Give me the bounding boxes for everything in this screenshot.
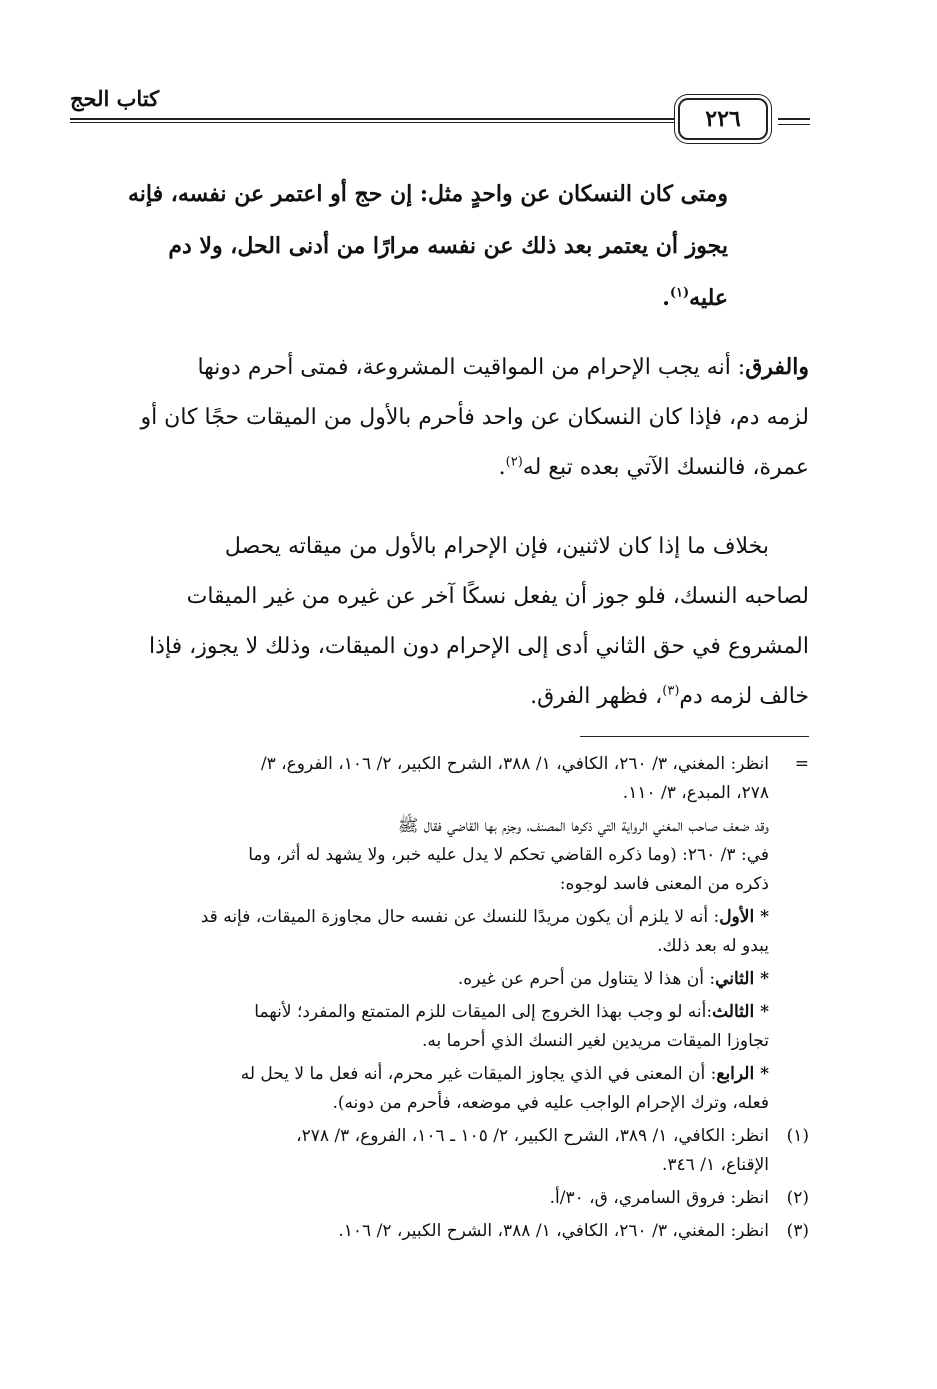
running-title: كتاب الحج: [70, 86, 160, 111]
footnote-line: انظر: المغني، ٣/ ٢٦٠، الكافي، ١/ ٣٨٨، الشرح الكبير، ٢/ ١٠٦، الفروع، ٣/: [260, 754, 769, 774]
footnote-point-first: [72, 903, 809, 961]
footnote-ref: (٢): [505, 454, 523, 470]
footnote-2: [72, 1184, 809, 1213]
text-line: بخلاف ما إذا كان لاثنين، فإن الإحرام بالأول من ميقاته يحصل: [224, 534, 769, 559]
footnote-line: ذكره من المعنى فاسد لوجوه:: [559, 874, 769, 894]
footnote-point-third: [72, 998, 809, 1056]
text-line: يجوز أن يعتمر بعد ذلك عن نفسه مرارًا من أدنى الحل، ولا دم: [168, 233, 728, 259]
footnote-marker: (٢): [786, 1188, 809, 1208]
footnote-3: [72, 1217, 809, 1246]
text-line: [72, 672, 809, 722]
text-line: ومتى كان النسكان عن واحدٍ مثل: إن حج أو اعتمر عن نفسه، فإنه: [127, 181, 728, 207]
text-line: لزمه دم، فإذا كان النسكان عن واحد فأحرم بالأول من الميقات حجًا كان أو: [140, 405, 809, 430]
text-fragment: : أنه لا يلزم أن يكون مريدًا للنسك عن نفسه حال مجاوزة الميقات، فإنه قد: [200, 907, 720, 927]
point-label: * الثاني: [715, 969, 769, 989]
text-fragment: عمرة، فالنسك الآتي بعده تبع له: [522, 455, 809, 480]
text-line: [72, 342, 809, 393]
point-label: * الثالث: [712, 1002, 769, 1022]
footnote-line: في: ٣/ ٢٦٠: (وما ذكره القاضي تحكم لا يدل عليه خبر، ولا يشهد له أثر، وما: [248, 845, 769, 865]
text-fragment: : أن المعنى في الذي يجاوز الميقات غير محرم، أنه فعل ما لا يحل له: [240, 1064, 717, 1084]
text-fragment: خالف لزمه دم: [679, 684, 809, 709]
point-label: * الرابع: [716, 1064, 769, 1084]
footnote-point-second: [72, 965, 809, 994]
footnote-line: ٢٧٨، المبدع، ٣/ ١١٠.: [622, 783, 769, 803]
text-fragment: : أنه يجب الإحرام من المواقيت المشروعة، فمتى أحرم دونها: [197, 355, 746, 380]
text-line: لصاحبه النسك، فلو جوز أن يفعل نسكًا آخر عن غيره من غير الميقات: [186, 584, 809, 609]
text-line: [72, 272, 728, 324]
text-fragment: .: [662, 285, 670, 311]
footnote-paragraph: [72, 812, 809, 899]
text-fragment: : أن هذا لا يتناول من أحرم عن غيره.: [457, 969, 716, 989]
footnote-line: انظر: فروق السامري، ق، ٣٠/أ.: [549, 1188, 769, 1208]
text-fragment: :أنه لو وجب بهذا الخروج إلى الميقات للزم المتمتع والمفرد؛ لأنهما: [254, 1002, 713, 1022]
footnote-line: انظر: المغني، ٣/ ٢٦٠، الكافي، ١/ ٣٨٨، الشرح الكبير، ٢/ ١٠٦.: [338, 1221, 769, 1241]
point-label: * الأول: [719, 907, 769, 927]
header-rule-thin: [70, 122, 674, 123]
footnote-line: يبدو له بعد ذلك.: [657, 936, 769, 956]
footnote-line: انظر: الكافي، ١/ ٣٨٩، الشرح الكبير، ٢/ ١٠٥ ـ ١٠٦، الفروع، ٣/ ٢٧٨،: [296, 1126, 769, 1146]
footnote-separator: [580, 736, 809, 737]
footnotes: [72, 750, 809, 1250]
footnote-ref: (١): [669, 285, 690, 301]
footnote-line: تجاوزا الميقات مريدين لغير النسك الذي أحرما به.: [421, 1031, 769, 1051]
page-header: [70, 82, 810, 132]
footnote-line: [72, 998, 769, 1027]
footnote-ref: (٣): [662, 683, 680, 699]
footnote-1: [72, 1122, 809, 1180]
paragraph-matn: [72, 168, 728, 324]
page-number-frame: [678, 98, 768, 140]
footnote-marker: =: [794, 754, 809, 774]
text-line: المشروع في حق الثاني أدى إلى الإحرام دون الميقات، وذلك لا يجوز، فإذا: [149, 634, 809, 659]
page-number: ٢٢٦: [705, 106, 741, 132]
footnote-marker: (٣): [786, 1221, 809, 1241]
text-fragment: .: [498, 455, 506, 480]
paragraph-difference: [72, 342, 809, 493]
footnote-line: [72, 965, 769, 994]
footnote-line: فعله، وترك الإحرام الواجب عليه في موضعه، فأحرم من دونه).: [332, 1093, 769, 1113]
footnote-continuation: [72, 750, 809, 808]
text-line: [72, 443, 809, 493]
header-rule-short: [778, 118, 810, 125]
footnote-point-fourth: [72, 1060, 809, 1118]
footnote-line: [72, 1060, 769, 1089]
footnote-line: وقد ضعف صاحب المغني الرواية التي ذكرها المصنف، وجزم بها القاضي فقال ﷺ: [397, 816, 769, 836]
footnote-line: [72, 903, 769, 932]
text-fragment: ، فظهر الفرق.: [530, 684, 663, 709]
lead-word: والفرق: [745, 354, 809, 380]
footnote-marker: (١): [786, 1126, 809, 1146]
text-fragment: عليه: [689, 285, 728, 311]
footnote-line: الإقناع، ١/ ٣٤٦.: [662, 1155, 769, 1175]
paragraph-contrast: [72, 522, 809, 722]
header-rule: [70, 118, 674, 120]
